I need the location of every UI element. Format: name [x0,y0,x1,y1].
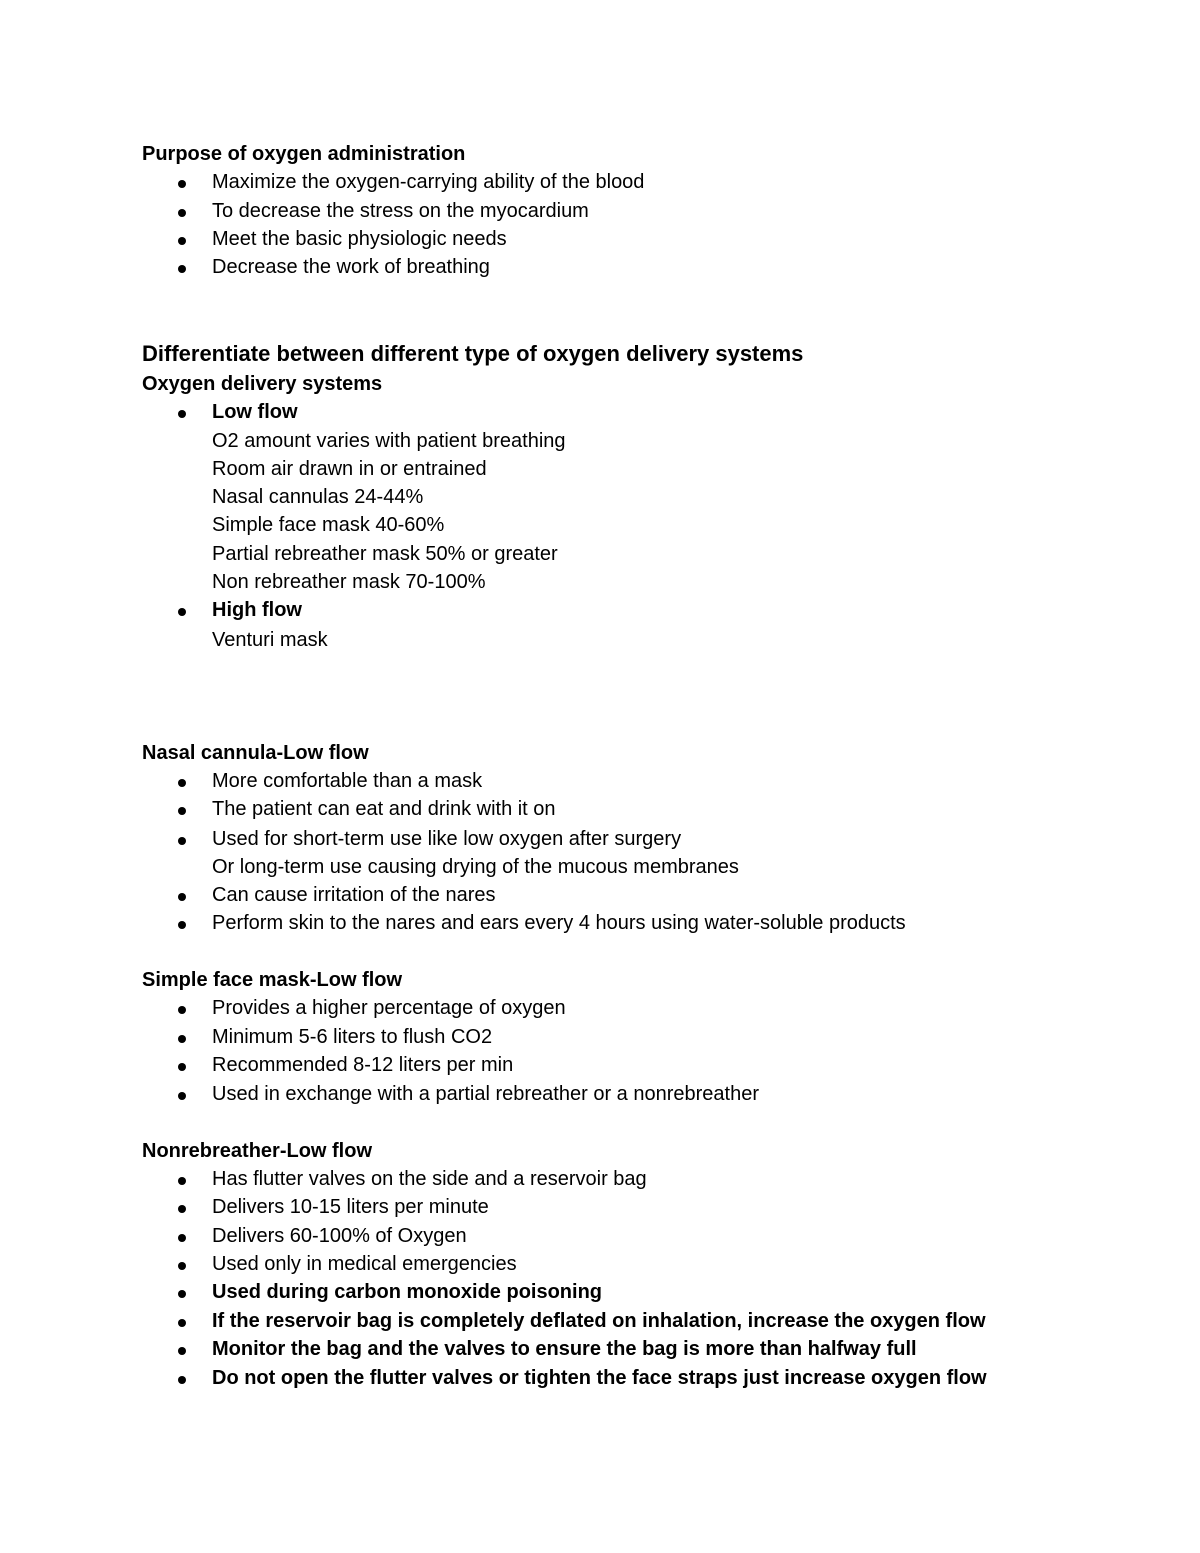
list-item: Perform skin to the nares and ears every 4 hours using water-soluble products [212,912,906,934]
bullet-icon [178,1262,186,1270]
list-item: Minimum 5-6 liters to flush CO2 [212,1026,493,1048]
bullet-icon [178,209,186,217]
bullet-icon [178,893,186,901]
bullet-icon [178,921,186,929]
bullet-icon [178,1234,186,1242]
list-subline: Simple face mask 40-60% [212,514,445,536]
section-heading-simple-face-mask: Simple face mask-Low flow [142,969,403,991]
list-item: Used during carbon monoxide poisoning [212,1281,603,1303]
section-heading-oxygen-delivery: Oxygen delivery systems [142,373,383,395]
list-item: Do not open the flutter valves or tighten the face straps just increase oxygen flow [212,1367,987,1389]
list-item: The patient can eat and drink with it on [212,798,556,820]
bullet-icon [178,1177,186,1185]
list-item: Has flutter valves on the side and a reservoir bag [212,1168,647,1190]
list-item: Monitor the bag and the valves to ensure the bag is more than halfway full [212,1338,917,1360]
bullet-icon [178,1319,186,1327]
list-item: Can cause irritation of the nares [212,884,496,906]
bullet-icon [178,1290,186,1298]
list-subline: O2 amount varies with patient breathing [212,430,566,452]
list-subline: Venturi mask [212,629,328,651]
list-subline: Partial rebreather mask 50% or greater [212,543,558,565]
list-item: Decrease the work of breathing [212,256,490,278]
bullet-icon [178,807,186,815]
bullet-icon [178,1063,186,1071]
bullet-icon [178,180,186,188]
bullet-icon [178,410,186,418]
list-item: Meet the basic physiologic needs [212,228,507,250]
list-item: Used only in medical emergencies [212,1253,517,1275]
list-item: Delivers 10-15 liters per minute [212,1196,489,1218]
bullet-icon [178,1205,186,1213]
bullet-icon [178,779,186,787]
list-item: To decrease the stress on the myocardium [212,200,589,222]
bullet-icon [178,1006,186,1014]
list-item: More comfortable than a mask [212,770,483,792]
bullet-icon [178,1376,186,1384]
bullet-icon [178,1092,186,1100]
list-item: Used for short-term use like low oxygen after surgery [212,828,682,850]
section-heading-nasal-cannula: Nasal cannula-Low flow [142,742,369,764]
list-item: Maximize the oxygen-carrying ability of the blood [212,171,645,193]
bullet-icon [178,1347,186,1355]
list-subline: Room air drawn in or entrained [212,458,487,480]
list-item: Provides a higher percentage of oxygen [212,997,566,1019]
list-item-high-flow: High flow [212,599,302,621]
list-item-low-flow: Low flow [212,401,298,423]
section-heading-purpose: Purpose of oxygen administration [142,143,466,165]
list-subline: Nasal cannulas 24-44% [212,486,424,508]
list-item: Recommended 8-12 liters per min [212,1054,514,1076]
section-heading-nonrebreather: Nonrebreather-Low flow [142,1140,373,1162]
section-title-delivery-systems: Differentiate between different type of oxygen delivery systems [142,341,804,366]
bullet-icon [178,837,186,845]
bullet-icon [178,237,186,245]
list-item: Delivers 60-100% of Oxygen [212,1225,467,1247]
bullet-icon [178,265,186,273]
list-item: Used in exchange with a partial rebreather or a nonrebreather [212,1083,759,1105]
bullet-icon [178,1035,186,1043]
bullet-icon [178,608,186,616]
list-subline: Non rebreather mask 70-100% [212,571,486,593]
list-subline: Or long-term use causing drying of the mucous membranes [212,856,739,878]
list-item: If the reservoir bag is completely deflated on inhalation, increase the oxygen flow [212,1310,986,1332]
